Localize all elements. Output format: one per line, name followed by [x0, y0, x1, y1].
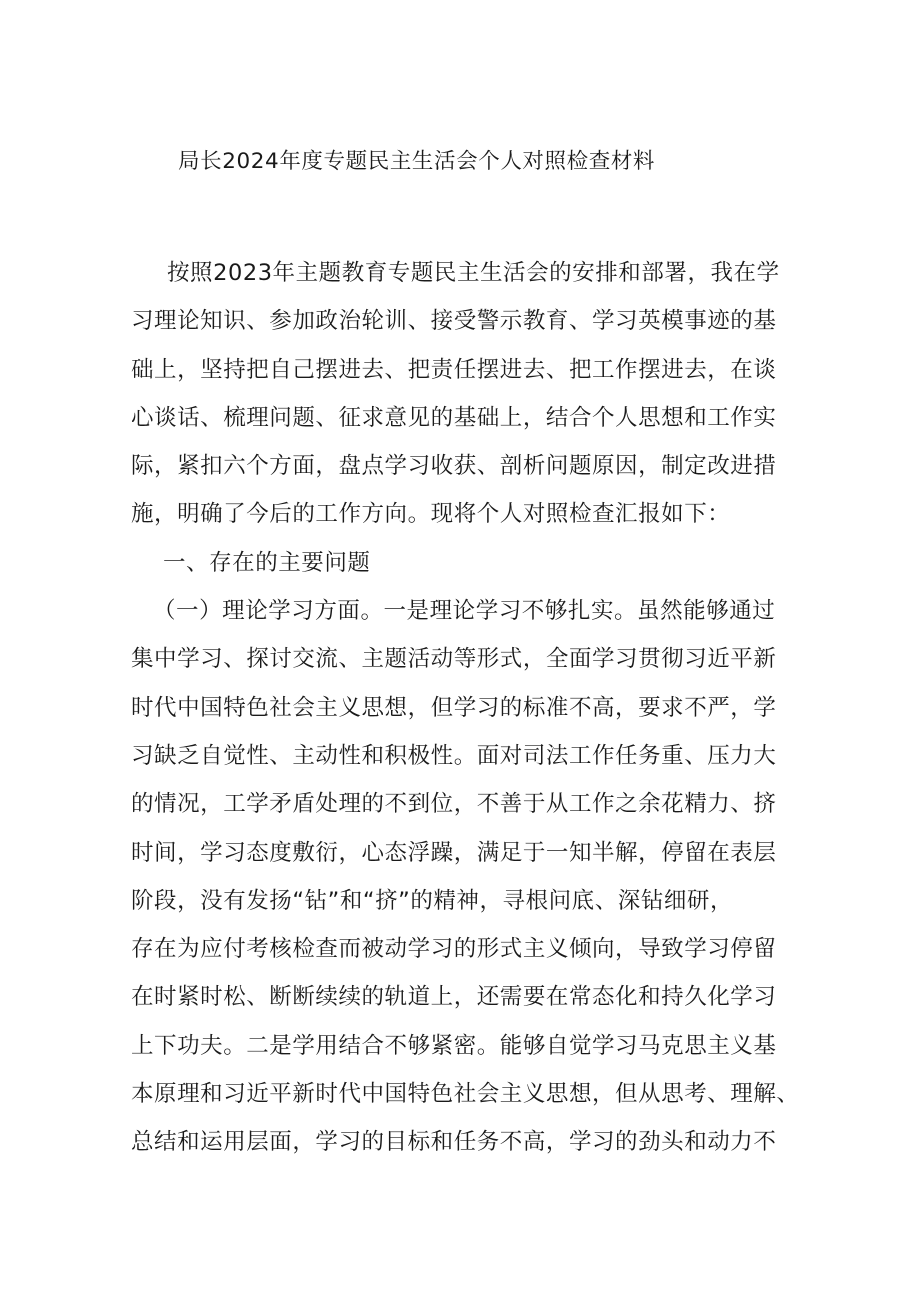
- paragraph-line: 际，紧扣六个方面，盘点学习收获、剖析问题原因，制定改进措: [131, 453, 777, 480]
- paragraph-line: 集中学习、探讨交流、主题活动等形式，全面学习贯彻习近平新: [131, 646, 777, 673]
- section-heading: 一、存在的主要问题: [163, 549, 371, 576]
- paragraph-line: 时代中国特色社会主义思想，但学习的标准不高，要求不严，学: [131, 694, 777, 721]
- paragraph-line: 按照2023年主题教育专题民主生活会的安排和部署，我在学: [167, 260, 780, 286]
- paragraph-line: 习缺乏自觉性、主动性和积极性。面对司法工作任务重、压力大: [131, 742, 777, 769]
- paragraph-line: 存在为应付考核检查而被动学习的形式主义倾向，导致学习停留: [131, 936, 777, 963]
- paragraph-line: 阶段，没有发扬“钻”和“挤”的精神，寻根问底、深钻细研，: [131, 887, 734, 914]
- paragraph-line: 施，明确了今后的工作方向。现将个人对照检查汇报如下：: [131, 501, 731, 528]
- paragraph-line: 上下功夫。二是学用结合不够紧密。能够自觉学习马克思主义基: [131, 1032, 777, 1059]
- paragraph-line: 础上，坚持把自己摆进去、把责任摆进去、把工作摆进去，在谈: [131, 356, 777, 383]
- paragraph-line: 在时紧时松、断断续续的轨道上，还需要在常态化和持久化学习: [131, 984, 777, 1011]
- paragraph-line: 的情况，工学矛盾处理的不到位，不善于从工作之余花精力、挤: [131, 791, 777, 818]
- paragraph-line: （一）理论学习方面。一是理论学习不够扎实。虽然能够通过: [153, 598, 776, 625]
- document-title: 局长2024年度专题民主生活会个人对照检查材料: [178, 149, 656, 174]
- paragraph-line: 本原理和习近平新时代中国特色社会主义思想，但从思考、理解、: [131, 1081, 800, 1108]
- paragraph-line: 习理论知识、参加政治轮训、接受警示教育、学习英模事迹的基: [131, 308, 777, 335]
- paragraph-line: 心谈话、梳理问题、征求意见的基础上，结合个人思想和工作实: [131, 404, 777, 431]
- document-body: [131, 249, 811, 1167]
- paragraph-line: 总结和运用层面，学习的目标和任务不高，学习的劲头和动力不: [131, 1129, 777, 1156]
- paragraph-line: 时间，学习态度敷衍，心态浮躁，满足于一知半解，停留在表层: [131, 839, 777, 866]
